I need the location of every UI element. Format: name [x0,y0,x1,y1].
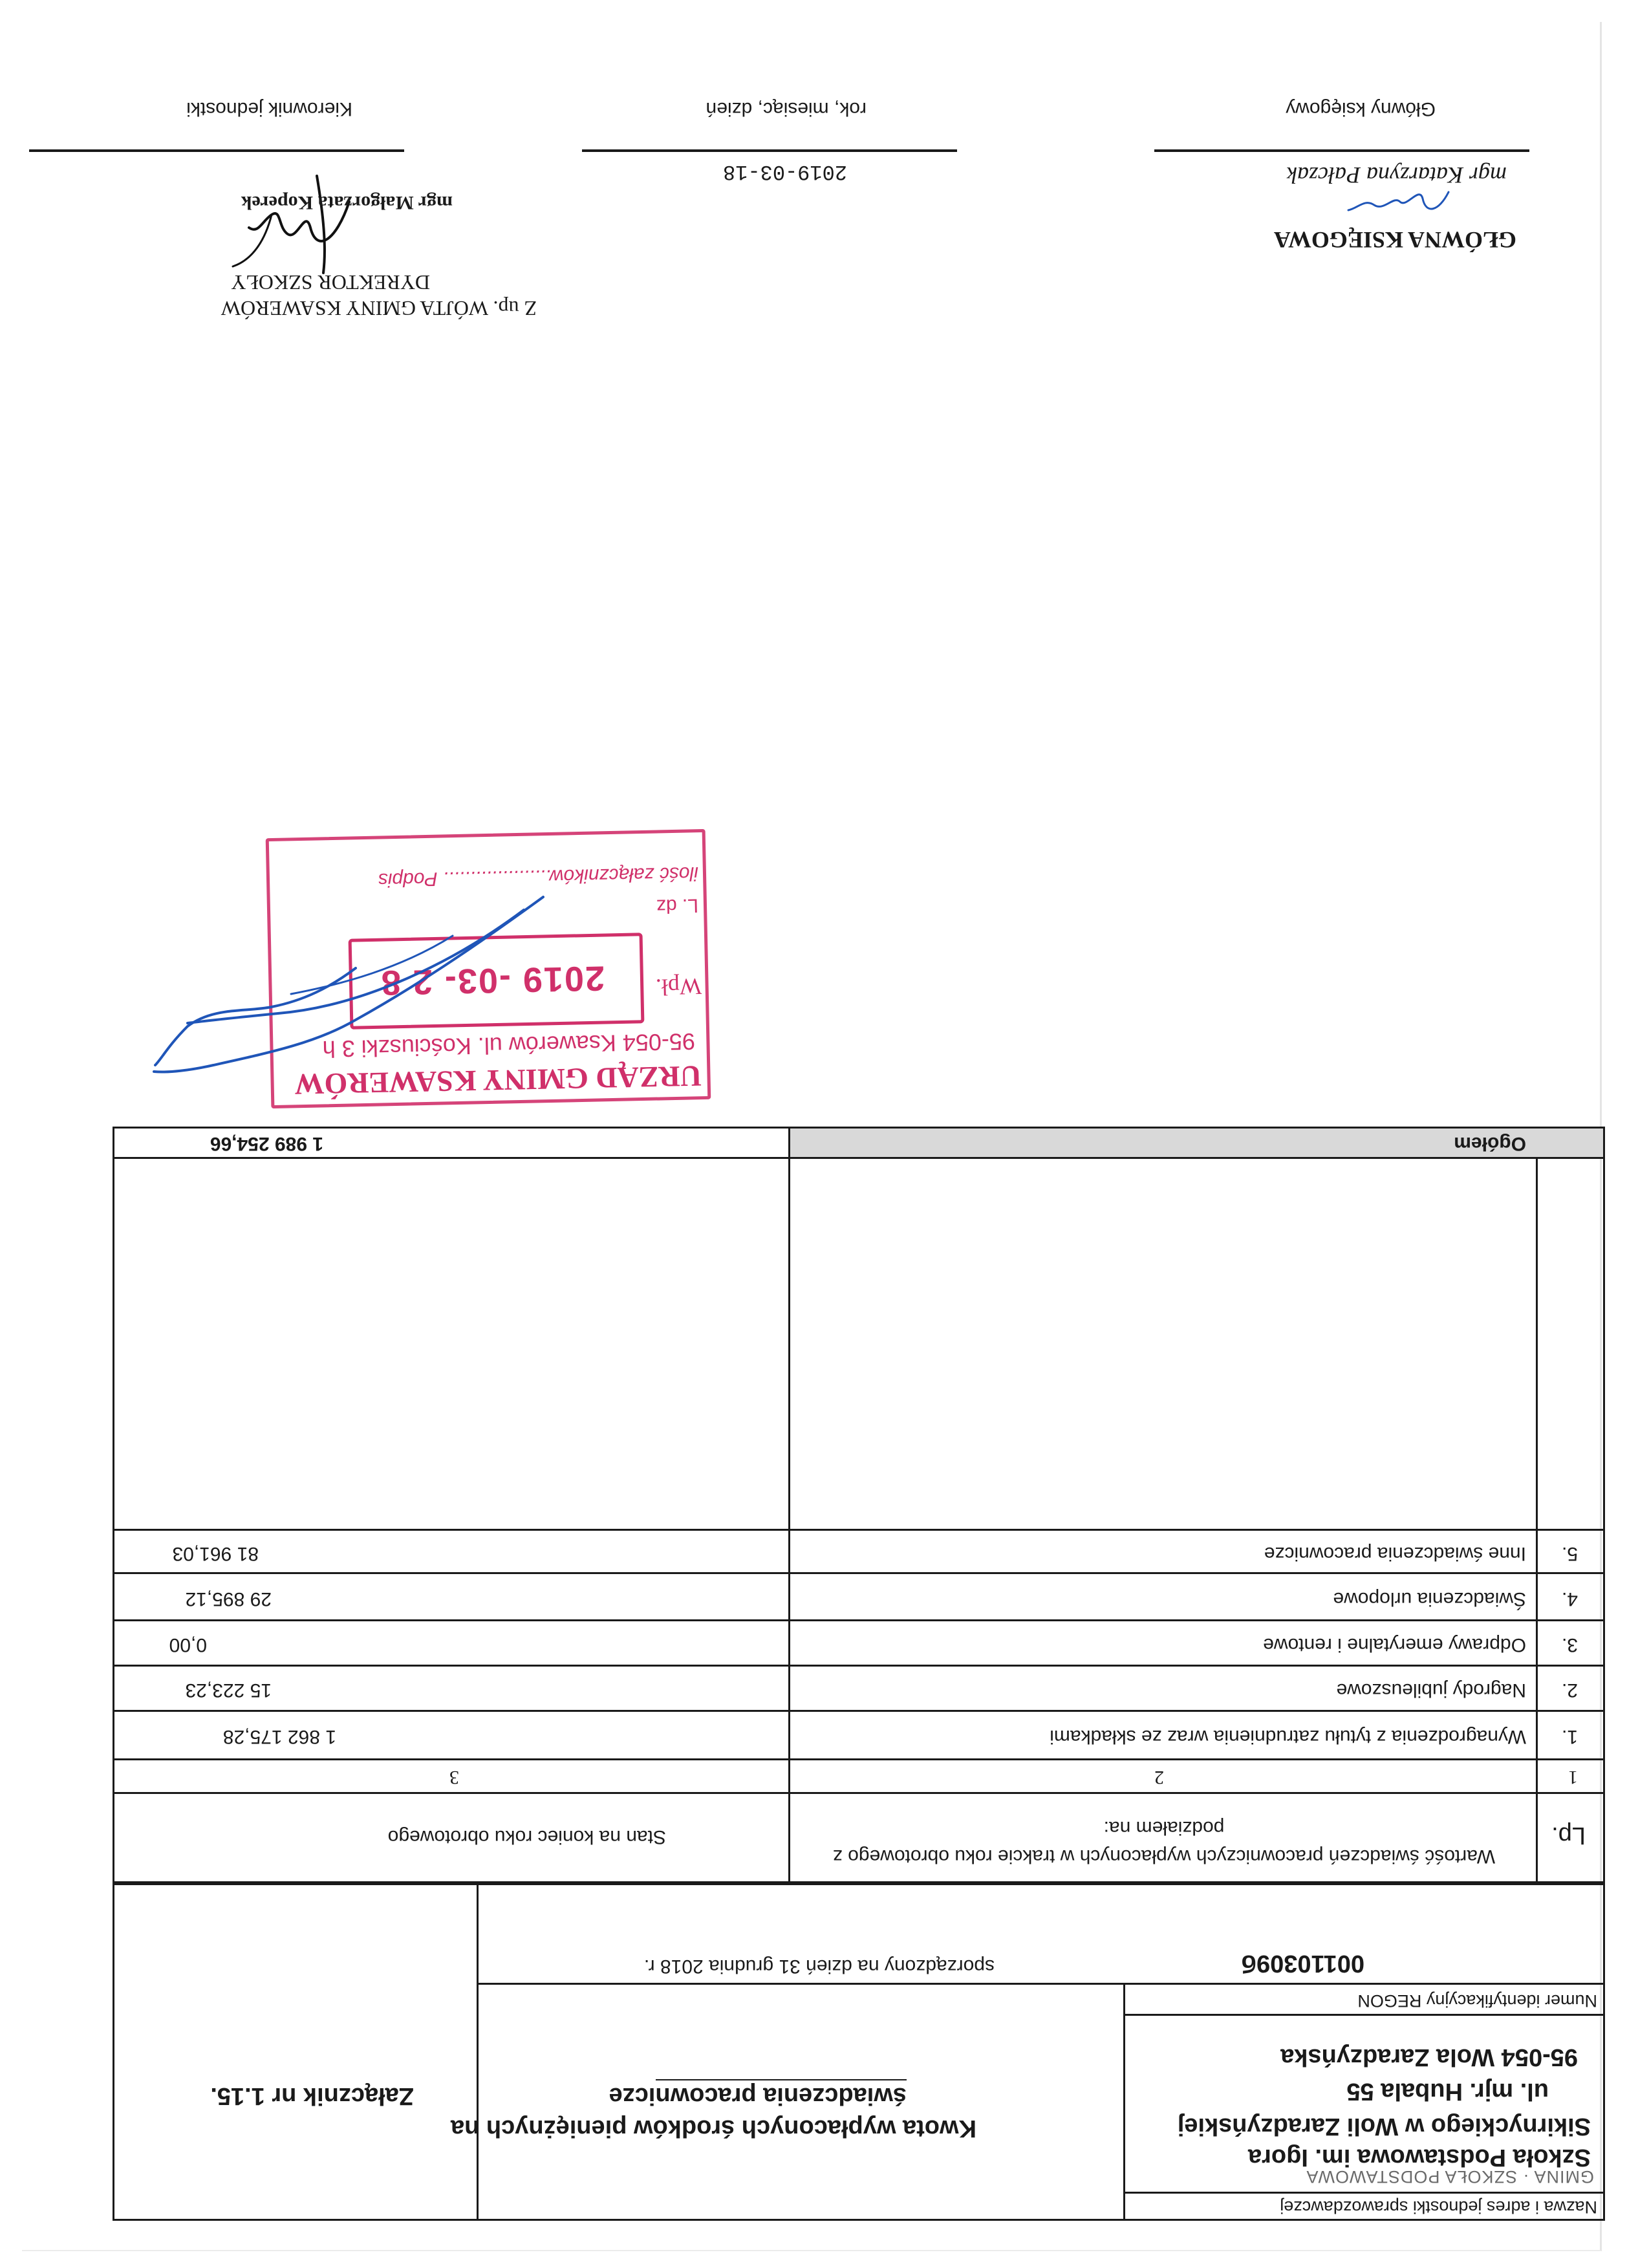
row4-desc: Świadczenia urlopowe [1333,1588,1526,1610]
header-divider-1 [1123,1985,1125,2221]
table-line-row1 [113,1710,1605,1712]
blue-pen-scribble [149,884,550,1182]
regon-label: Numer identyfikacyjny REGON [1357,1991,1597,2011]
data-table [113,1127,1605,1883]
accountant-role-label: Główny księgowy [1286,98,1436,120]
header-divider-2 [477,1883,479,2221]
head-stamp-line2: DYREKTOR SZKOŁY [231,271,430,294]
accountant-signature-line [1154,149,1529,152]
row4-lp: 4. [1561,1588,1578,1610]
col-number-3: 3 [449,1767,459,1788]
header-row-line-1 [1123,2192,1605,2194]
table-line-row2 [113,1665,1605,1667]
signature-date-value: 2019-03-18 [722,160,847,184]
row4-value: 29 895,12 [185,1588,272,1610]
row5-value: 81 961,03 [172,1543,259,1564]
header-description: Wartość świadczeń pracowniczych wypłaconych w trakcie roku obrotowego z podziałem na: [832,1817,1496,1867]
report-title-line2: świadczenia pracownicze [609,2082,907,2110]
header-value: Stan na koniec roku obrotowego [387,1826,666,1848]
received-stamp-line1: URZĄD GMINY KSAWERÓW [294,1059,702,1101]
unit-header-label: Nazwa i adres jednostki sprawozdawczej [1280,2198,1597,2217]
unit-stamp-line4: 95-054 Wola Zaradzyńska [1280,2044,1578,2071]
table-line-colnums [113,1758,1605,1760]
attachment-label: Załącznik nr 1.15. [210,2082,414,2110]
head-name: mgr Małgorzata Koperek [241,192,453,213]
row5-lp: 5. [1561,1543,1578,1564]
table-line-header [113,1792,1605,1794]
row3-value: 0,00 [169,1634,207,1656]
table-divider-lp [1536,1159,1538,1883]
received-stamp-line2: 95-054 Ksawerów ul. Kościuszki 3 h [322,1028,696,1063]
report-date-line: sporządzony na dzień 31 grudnia 2018 r. [643,1956,995,1977]
row1-value: 1 862 175,28 [222,1726,336,1747]
table-line-row5 [113,1529,1605,1531]
row1-desc: Wynagrodzenia z tytułu zatrudnienia wraz ze składkami [1050,1726,1526,1747]
row2-value: 15 223,23 [185,1679,272,1701]
unit-stamp-line3: ul. mjr. Hubala 55 [1346,2078,1549,2105]
col-number-2: 2 [1154,1767,1164,1788]
row5-desc: Inne świadczenia pracownicze [1264,1543,1526,1564]
accountant-stamp-title: GŁÓWNA KSIĘGOWA [1273,227,1516,253]
regon-number: 00110309б [1241,1950,1364,1977]
row3-desc: Odprawy emerytalne i rentowe [1263,1634,1526,1656]
head-signature-line [29,149,404,152]
unit-stamp-line1: Szkoła Podstawowa im. Igora [1247,2144,1591,2171]
total-value: 1 989 254,66 [210,1133,323,1154]
received-stamp-wpl: Wpł. [655,973,702,1000]
date-label: rok, miesiąc, dzień [706,98,867,120]
received-stamp-attachments: ilość załączników.................... Podpis [378,862,699,891]
row2-desc: Nagrody jubileuszowe [1336,1679,1526,1701]
accountant-name: mgr Katarzyna Pałczak [1287,162,1507,188]
unit-stamp-line2: Sikirnyckiego w Woli Zaradzyńskiej [1177,2113,1591,2140]
header-row-line-3 [477,1983,1605,1985]
date-signature-line [582,149,957,152]
header-row-line-2 [1123,2014,1605,2016]
head-stamp-line1: Z up. WÓJTA GMINY KSAWERÓW [221,297,537,320]
header-lp: Lp. [1551,1822,1586,1849]
head-role-label: Kierownik jednostki [186,98,352,120]
table-divider-value [788,1127,790,1883]
unit-stamp-faint-line: GMINA · SZKOŁA PODSTAWOWA [1306,2167,1594,2187]
row3-lp: 3. [1561,1634,1578,1656]
received-stamp-dz: L. dz [656,894,699,917]
row1-lp: 1. [1561,1726,1578,1747]
head-signature [226,169,362,279]
report-title-underline [656,2079,907,2080]
total-label: Ogółem [1454,1133,1526,1154]
row2-lp: 2. [1561,1679,1578,1701]
col-number-1: 1 [1568,1767,1578,1788]
report-title-line1: Kwota wypłaconych środków pieniężnych na [451,2115,976,2142]
received-stamp-date: 2019 -03- 2 8 [380,958,605,1002]
table-line-row3 [113,1619,1605,1621]
table-line-row4 [113,1572,1605,1574]
